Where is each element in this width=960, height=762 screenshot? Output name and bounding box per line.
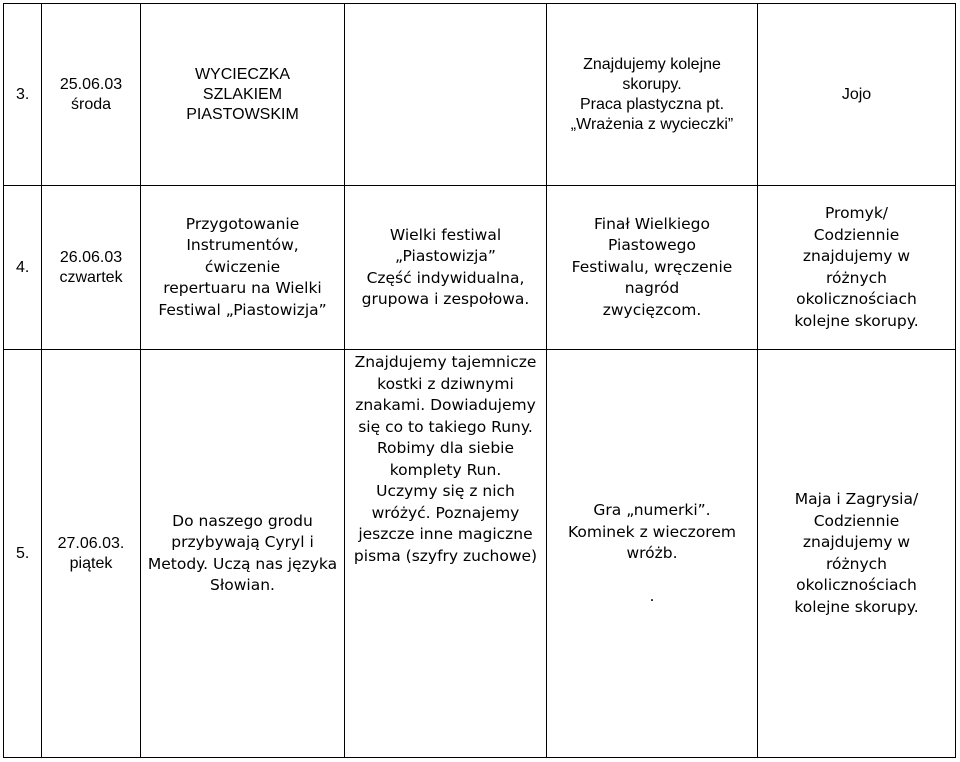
- cell-line: Znajdujemy tajemnicze: [354, 353, 537, 371]
- cell-line: Praca plastyczna pt.: [579, 95, 725, 113]
- cell-line: Promyk/: [824, 204, 889, 222]
- cell-line: „Wrażenia z wycieczki”: [570, 115, 734, 133]
- cell-line: Instrumentów, ćwiczenie: [186, 236, 299, 276]
- cell-line: zwycięzcom.: [602, 300, 702, 319]
- table-row: [4, 4, 956, 186]
- activity-cell-3: [547, 350, 758, 758]
- cell-line: okolicznościach: [796, 290, 917, 308]
- cell-line: znajdujemy w: [802, 247, 911, 265]
- cell-line: Słowian.: [210, 576, 275, 594]
- cell-line: jeszcze inne magiczne: [358, 525, 533, 543]
- row-number: 4.: [4, 186, 42, 350]
- cell-line: Jojo: [841, 85, 872, 103]
- cell-line: Wielki festiwal: [389, 225, 502, 244]
- activity-cell-2: [345, 186, 547, 350]
- cell-line: .: [649, 586, 655, 605]
- cell-line: Przygotowanie: [185, 214, 300, 233]
- cell-line: Metody. Uczą nas języka: [147, 554, 338, 573]
- cell-line: pisma (szyfry zuchowe): [353, 546, 538, 565]
- activity-cell-2: [345, 4, 547, 186]
- row-number: 3.: [4, 4, 42, 186]
- date-text: 25.06.03: [59, 75, 123, 93]
- cell-line: znajdujemy w: [802, 533, 911, 551]
- responsible-cell: [758, 186, 956, 350]
- cell-line: WYCIECZKA: [194, 65, 291, 83]
- table-row: [4, 186, 956, 350]
- date-text: 26.06.03: [59, 248, 123, 266]
- activity-cell-3: [547, 4, 758, 186]
- cell-line: kolejne skorupy.: [794, 597, 919, 616]
- weekday-text: środa: [70, 95, 112, 113]
- cell-line: Gra „numerki”.: [593, 501, 711, 519]
- activity-cell-3: [547, 186, 758, 350]
- cell-line: przybywają Cyryl i: [171, 533, 314, 551]
- cell-line: kostki z dziwnymi: [377, 374, 514, 393]
- weekday-text: czwartek: [59, 268, 123, 286]
- cell-line: Do naszego grodu: [172, 511, 313, 530]
- responsible-cell: [758, 350, 956, 758]
- cell-line: znakami. Dowiadujemy: [355, 396, 536, 414]
- cell-line: grupowa i zespołowa.: [361, 290, 530, 308]
- responsible-cell: [758, 4, 956, 186]
- cell-line: SZLAKIEM PIASTOWSKIM: [186, 85, 299, 123]
- activity-cell-2: [345, 350, 547, 758]
- cell-line: różnych: [826, 554, 887, 573]
- cell-line: Finał Wielkiego Piastowego: [593, 214, 711, 255]
- activity-cell-1: [141, 350, 345, 758]
- date-cell: [42, 186, 141, 350]
- cell-line: [553, 565, 751, 586]
- cell-line: Codziennie: [813, 225, 900, 244]
- cell-line: Maja i Zagrysia/: [794, 490, 919, 508]
- cell-line: kolejne skorupy.: [794, 311, 919, 330]
- date-text: 27.06.03.: [57, 534, 125, 552]
- cell-line: Uczymy się z nich: [376, 482, 515, 500]
- activity-cell-1: [141, 4, 345, 186]
- schedule-table: [3, 3, 956, 758]
- table-row: [4, 350, 956, 758]
- cell-line: „Piastowizja”: [395, 247, 496, 265]
- cell-line: Codziennie: [813, 511, 900, 530]
- cell-line: różnych: [826, 268, 887, 287]
- activity-cell-1: [141, 186, 345, 350]
- cell-line: Znajdujemy kolejne skorupy.: [583, 55, 721, 93]
- cell-line: komplety Run.: [389, 460, 502, 479]
- cell-line: wróżyć. Poznajemy: [371, 503, 520, 522]
- cell-line: Festiwal „Piastowizja”: [158, 300, 327, 319]
- row-number: 5.: [4, 350, 42, 758]
- cell-line: Festiwalu, wręczenie nagród: [571, 257, 733, 298]
- cell-line: Kominek z wieczorem wróżb.: [568, 522, 736, 562]
- weekday-text: piątek: [69, 554, 113, 572]
- cell-line: Robimy dla siebie: [376, 439, 515, 457]
- cell-line: Część indywidualna,: [366, 268, 525, 287]
- cell-line: się co to takiego Runy.: [358, 417, 533, 436]
- cell-line: repertuaru na Wielki: [163, 279, 322, 298]
- date-cell: [42, 4, 141, 186]
- date-cell: [42, 350, 141, 758]
- cell-line: okolicznościach: [796, 576, 917, 594]
